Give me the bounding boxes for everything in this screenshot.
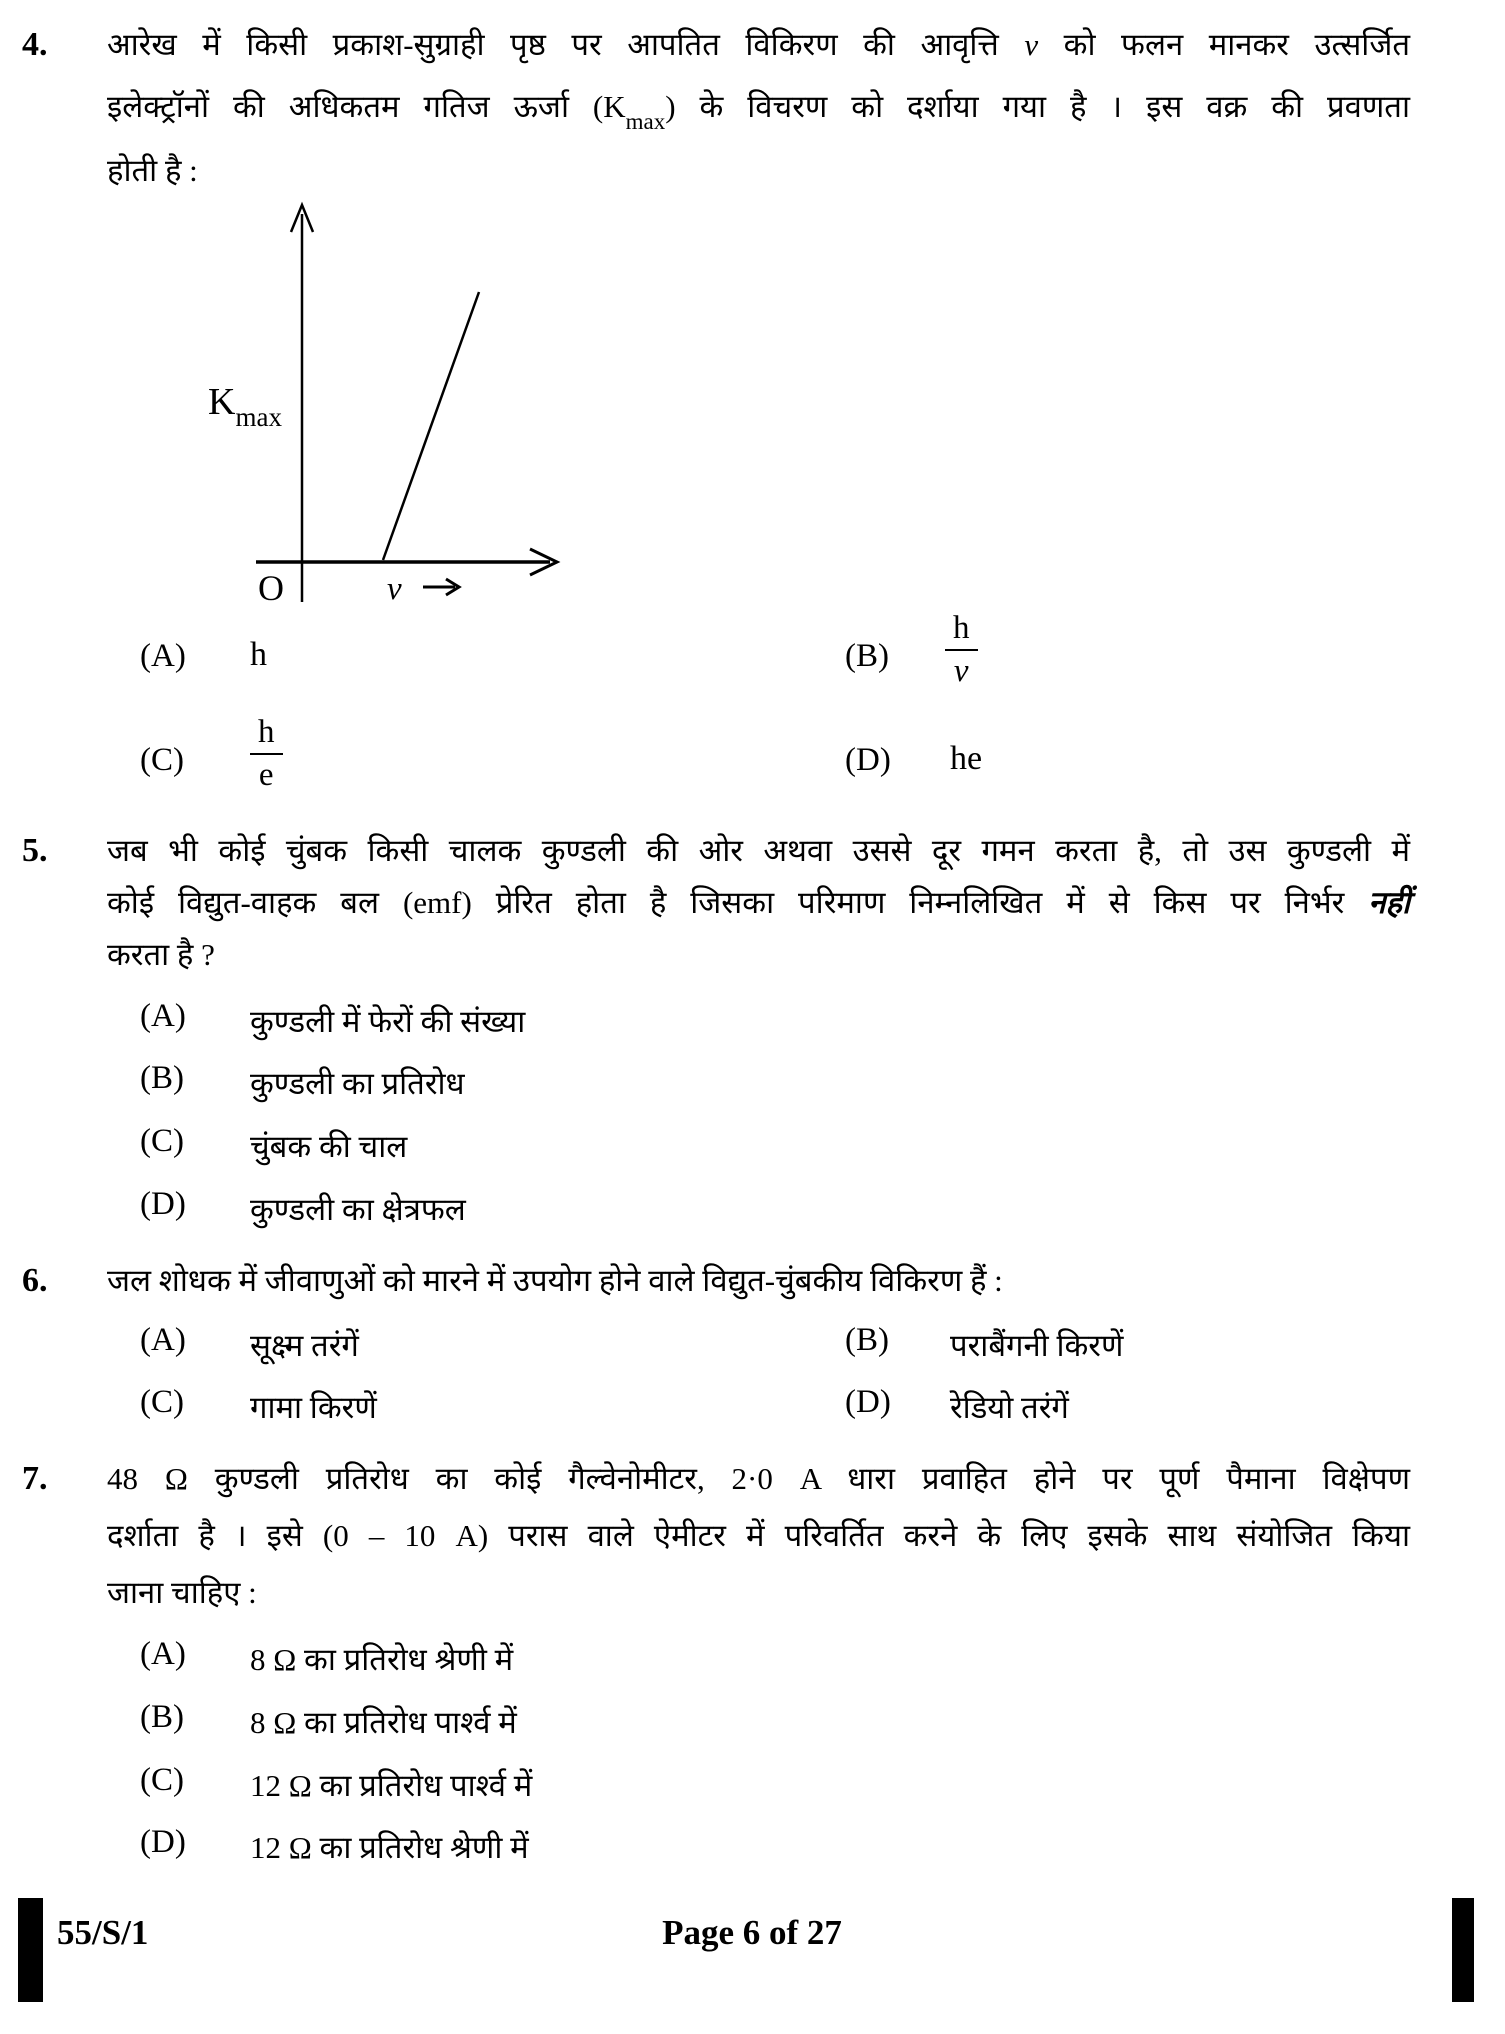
q4-line2-text: इलेक्ट्रॉनों की अधिकतम गतिज ऊर्जा (K [107,89,626,124]
footer-paper-code: 55/S/1 [57,1913,149,1952]
kmax-subscript: max [625,109,666,134]
q5-line2-text: कोई विद्युत-वाहक बल (emf) प्रेरित होता है जिसका परिमाण निम्नलिखित में से किस पर निर्भर [107,885,1369,920]
q7-option-d-letter: (D) [140,1824,186,1860]
q6-option-a-text: सूक्ष्म तरंगें [250,1328,359,1363]
footer-right-bar [1452,1898,1474,2002]
q4-line1-text-end: को फलन मानकर उत्सर्जित [1038,27,1410,62]
q4-option-d-text: he [950,740,983,777]
q4-option-c-fraction [250,714,283,794]
q5-option-d-letter: (D) [140,1186,186,1222]
q7-option-a-letter: (A) [140,1636,186,1672]
q5-option-c-text: चुंबक की चाल [250,1129,408,1164]
question-4-line-2 [107,86,1410,137]
q7-option-b-text: 8 Ω का प्रतिरोध पार्श्व में [250,1705,517,1740]
q5-option-c-letter: (C) [140,1123,184,1159]
graph-line [383,292,479,560]
q5-option-b-text: कुण्डली का प्रतिरोध [250,1066,465,1101]
q4-line2-text-end: ) के विचरण को दर्शाया गया है । इस वक्र की प्रवणता [665,89,1410,124]
y-axis-label: $K_{max}$ [208,381,282,432]
fraction-denominator: ν [945,649,978,689]
question-6-line-1: जल शोधक में जीवाणुओं को मारने में उपयोग होने वाले विद्युत-चुंबकीय विकिरण हैं : [107,1263,1003,1298]
nu-symbol: ν [1024,27,1039,62]
question-4-number: 4. [22,26,48,63]
q4-option-c-letter: (C) [140,742,184,778]
q5-option-d-text: कुण्डली का क्षेत्रफल [250,1192,466,1227]
question-7-line-1: 48 Ω कुण्डली प्रतिरोध का कोई गैल्वेनोमीटर, 2·0 A धारा प्रवाहित होने पर पूर्ण पैमाना विक्षेपण [107,1461,1410,1496]
q6-option-d-text: रेडियो तरंगें [950,1390,1069,1425]
question-5-line-2 [107,882,1410,924]
q7-option-a-text: 8 Ω का प्रतिरोध श्रेणी में [250,1642,514,1677]
fraction-numerator: h [258,714,275,750]
q4-option-a-letter: (A) [140,638,186,674]
q4-line1-text: आरेख में किसी प्रकाश-सुग्राही पृष्ठ पर आपतित विकिरण की आवृत्ति [107,27,1025,62]
q5-option-a-letter: (A) [140,998,186,1034]
q6-option-d-letter: (D) [845,1384,891,1420]
x-axis-label: ν [387,571,402,607]
footer-left-bar [18,1898,43,2002]
question-4-line-1 [107,24,1410,66]
q7-option-d-text: 12 Ω का प्रतिरोध श्रेणी में [250,1830,529,1865]
kmax-vs-frequency-graph [180,200,580,610]
q7-option-c-text: 12 Ω का प्रतिरोध पार्श्व में [250,1768,533,1803]
q4-option-a-text: h [250,636,267,673]
q4-option-d-letter: (D) [845,742,891,778]
q5-emphasis-nahin: नहीं [1368,885,1410,920]
q6-option-c-text: गामा किरणें [250,1390,377,1425]
q4-option-b-fraction [945,610,978,690]
question-5-line-1: जब भी कोई चुंबक किसी चालक कुण्डली की ओर अथवा उससे दूर गमन करता है, तो उस कुण्डली में [107,833,1410,868]
q6-option-b-text: पराबैंगनी किरणें [950,1328,1124,1363]
fraction-denominator: e [250,753,283,793]
origin-label: O [258,568,284,608]
q7-option-b-letter: (B) [140,1699,184,1735]
question-5-number: 5. [22,832,48,869]
question-7-line-2: दर्शाता है । इसे (0 – 10 A) परास वाले ऐमीटर में परिवर्तित करने के लिए इसके साथ संयोजित किया [107,1518,1410,1553]
question-7-line-3: जाना चाहिए : [107,1575,257,1610]
q5-option-a-text: कुण्डली में फेरों की संख्या [250,1004,526,1039]
footer-page-number: Page 6 of 27 [662,1913,842,1952]
q4-option-b-letter: (B) [845,638,889,674]
question-4-line-3: होती है : [107,153,198,188]
q7-option-c-letter: (C) [140,1762,184,1798]
q5-option-b-letter: (B) [140,1060,184,1096]
q6-option-c-letter: (C) [140,1384,184,1420]
question-7-number: 7. [22,1460,48,1497]
question-5-line-3: करता है ? [107,937,215,972]
question-6-number: 6. [22,1262,48,1299]
fraction-numerator: h [953,610,970,646]
q6-option-a-letter: (A) [140,1322,186,1358]
q6-option-b-letter: (B) [845,1322,889,1358]
